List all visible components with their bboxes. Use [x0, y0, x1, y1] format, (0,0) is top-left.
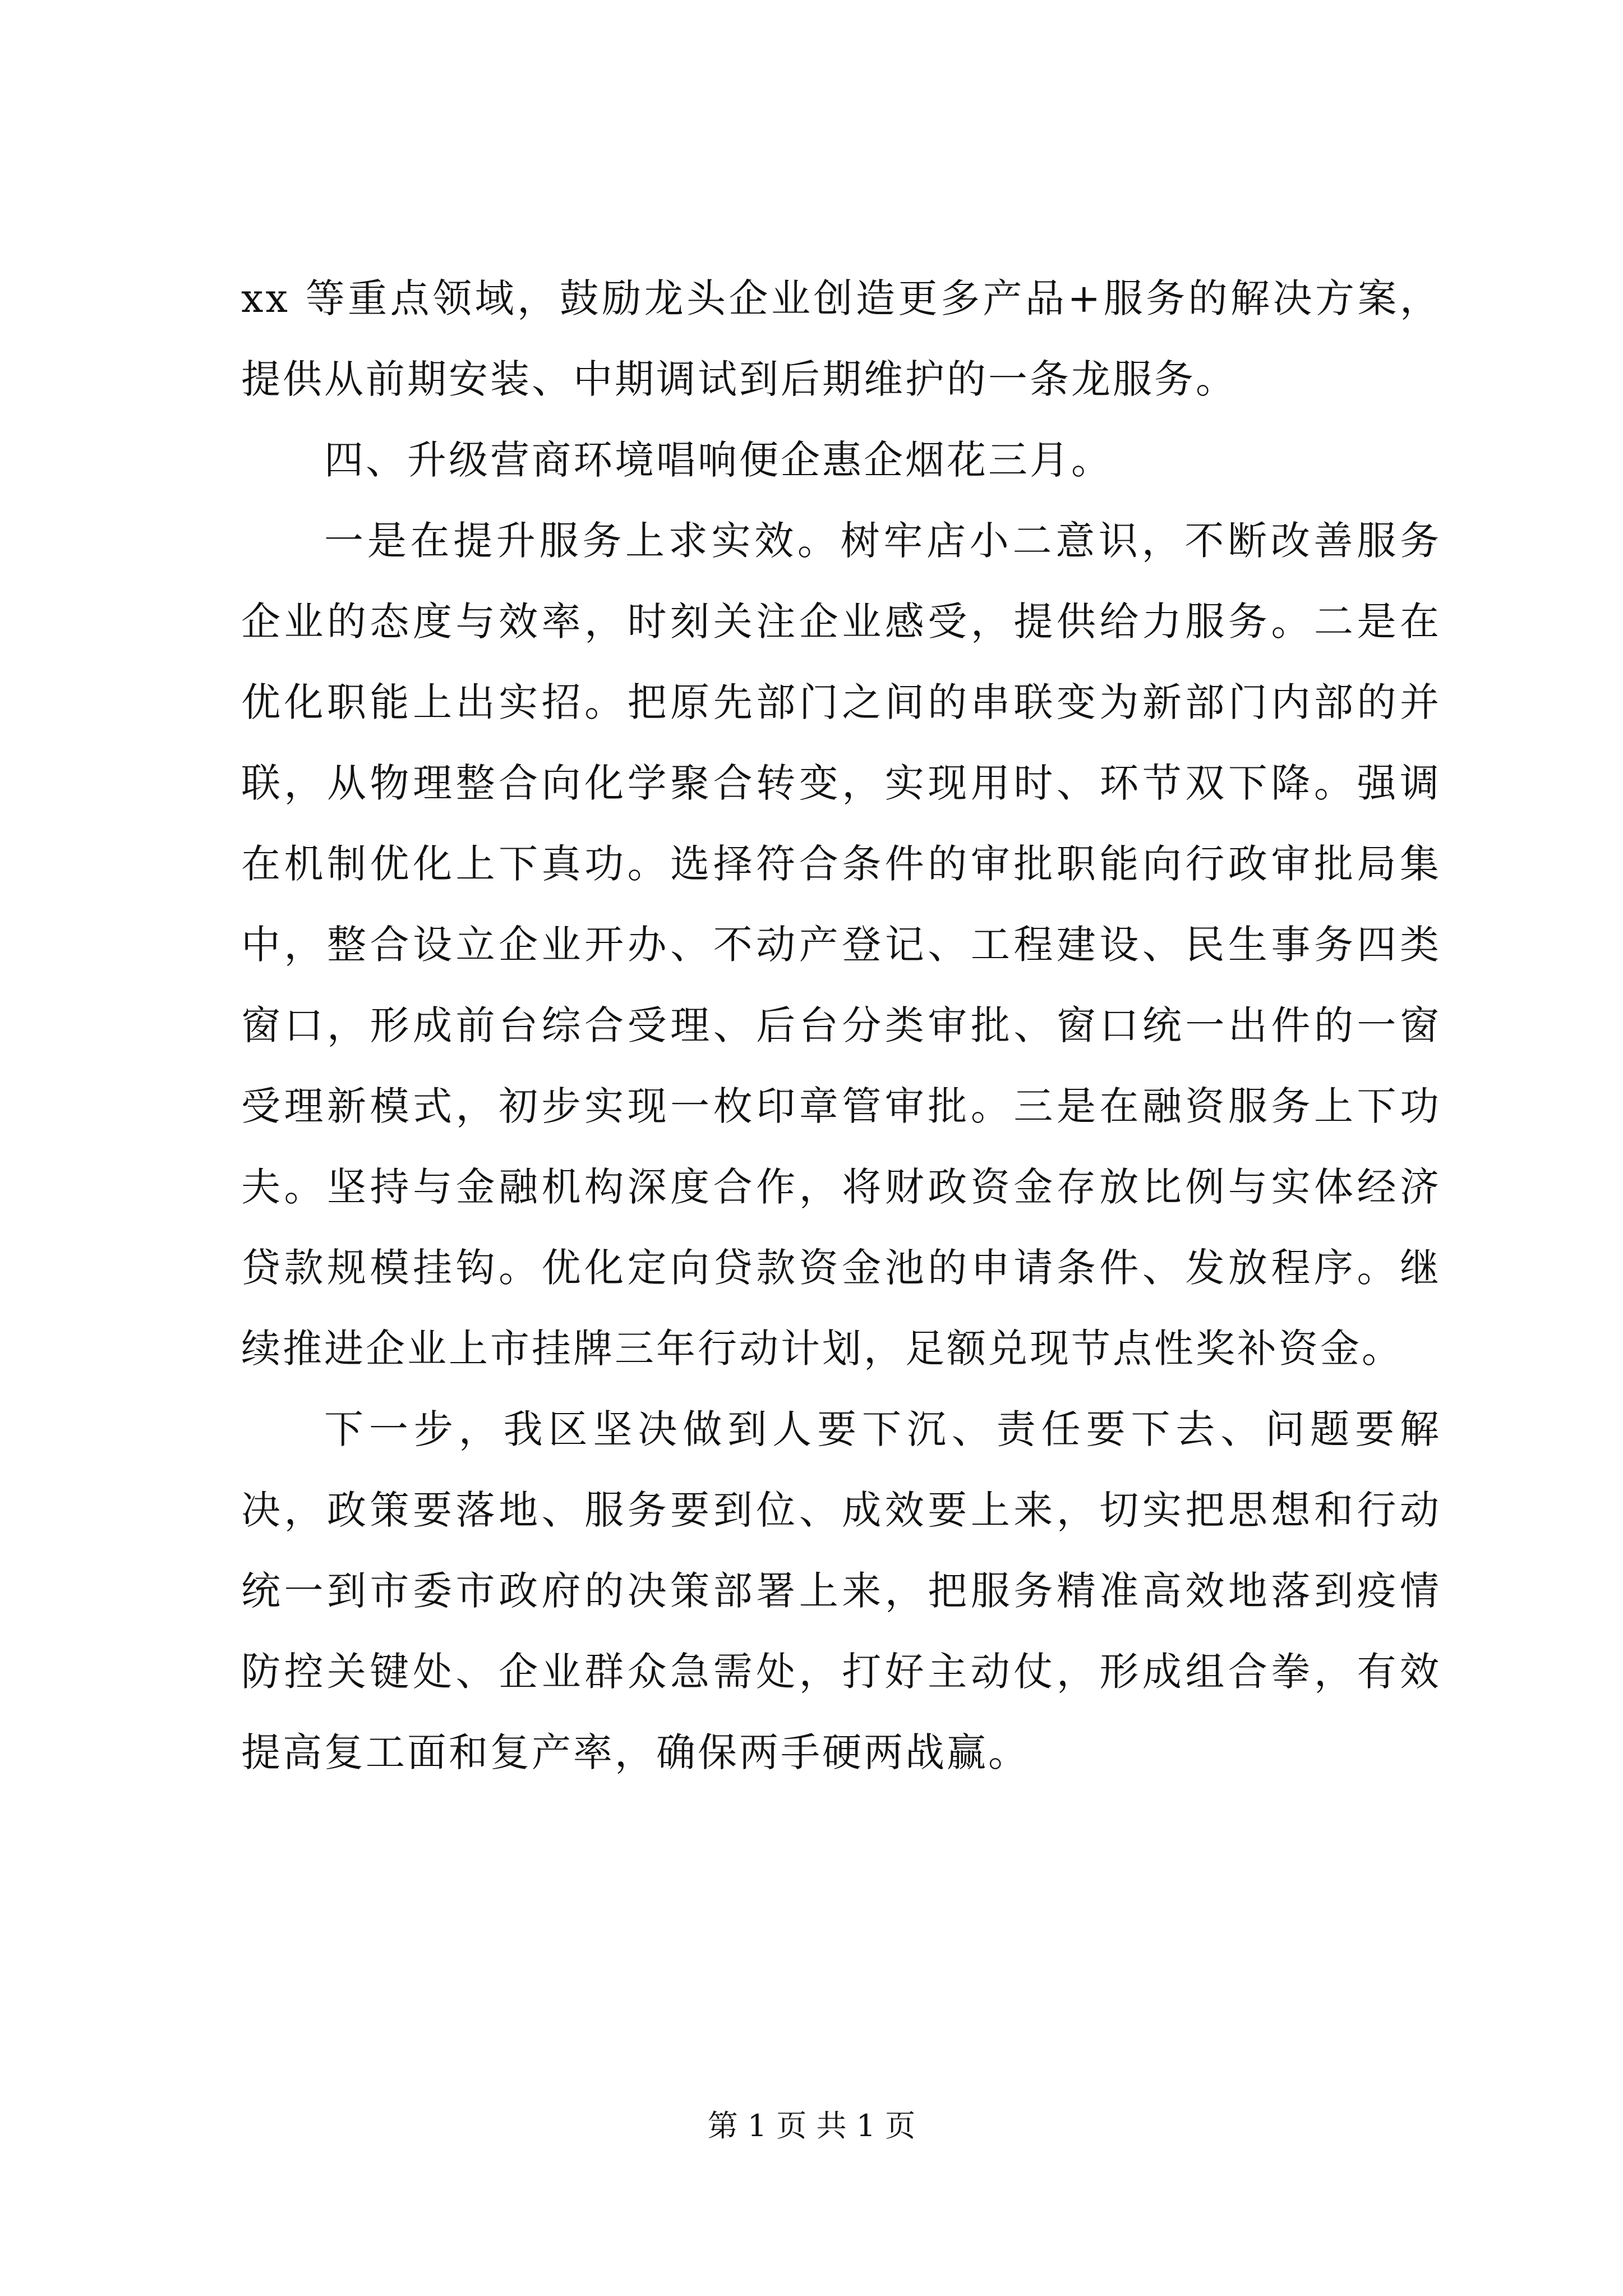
body-text	[241, 258, 1441, 1793]
page-footer: 第 1 页 共 1 页	[707, 2108, 916, 2143]
paragraph-business-environment: 一是在提升服务上求实效。树牢店小二意识，不断改善服务企业的态度与效率，时刻关注企业感受，提供给力服务。二是在优化职能上出实招。把原先部门之间的串联变为新部门内部的并联，从物理整合向化学聚合转变，实现用时、环节双下降。强调在机制优化上下真功。选择符合条件的审批职能向行政审批局集中，整合设立企业开办、不动产登记、工程建设、民生事务四类窗口，形成前台综合受理、后台分类审批、窗口统一出件的一窗受理新模式，初步实现一枚印章管审批。三是在融资服务上下功夫。坚持与金融机构深度合作，将财政资金存放比例与实体经济贷款规模挂钩。优化定向贷款资金池的申请条件、发放程序。继续推进企业上市挂牌三年行动计划，足额兑现节点性奖补资金。	[241, 518, 1441, 1372]
paragraph-next-steps: 下一步，我区坚决做到人要下沉、责任要下去、问题要解决，政策要落地、服务要到位、成效要上来，切实把思想和行动统一到市委市政府的决策部署上来，把服务精准高效地落到疫情防控关键处、企业群众急需处，打好主动仗，形成组合拳，有效提高复工面和复产率，确保两手硬两战赢。	[241, 1406, 1441, 1775]
paragraph-continuation: xx 等重点领域，鼓励龙头企业创造更多产品+服务的解决方案，提供从前期安装、中期调试到后期维护的一条龙服务。	[241, 275, 1441, 402]
section-heading: 四、升级营商环境唱响便企惠企烟花三月。	[324, 437, 1113, 483]
